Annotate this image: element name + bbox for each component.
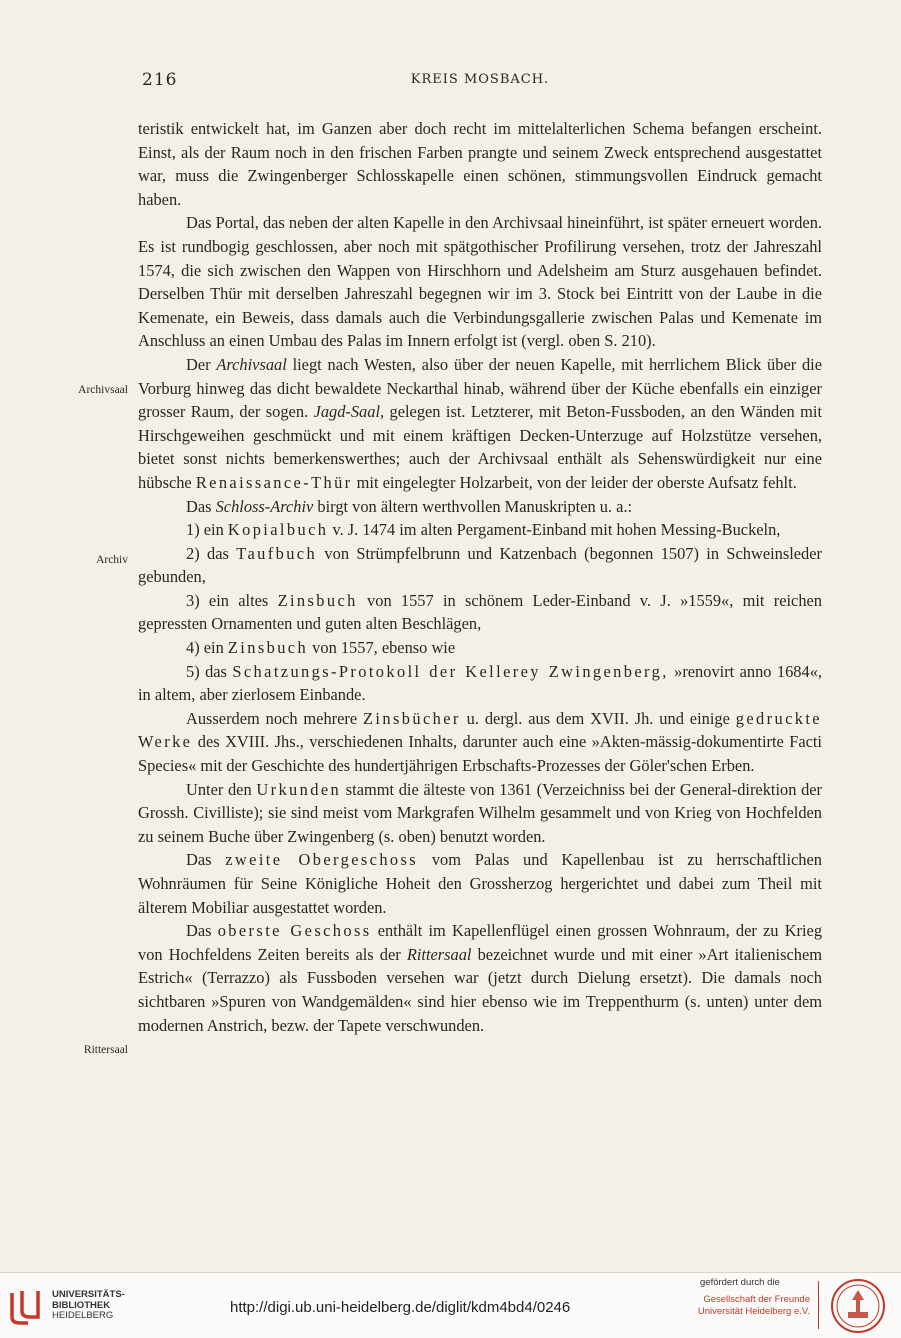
list-item: 3) ein altes Zinsbuch von 1557 in schönem Leder-Einband v. J. »1559«, mit reichen gepressten Ornamenten und guten alten Beschlägen, bbox=[138, 590, 822, 634]
margin-note-archiv: Archiv bbox=[96, 554, 128, 566]
body-text bbox=[138, 117, 822, 1037]
library-name: UNIVERSITÄTS- BIBLIOTHEK HEIDELBERG bbox=[52, 1289, 125, 1321]
paragraph: Das Portal, das neben der alten Kapelle in den Archivsaal hineinführt, ist später erneuert worden. Es ist rundbogig geschlossen, aber noch mit spätgothischer Profilirung versehen, trotz der Jahreszahl 1574, die sich zwischen den Wappen von Hirschhorn und Adelsheim am Sturz ausgehauen befindet. Derselben Thür mit derselben Jahreszahl begegnen wir im 3. Stock bei Eintritt von der Laube in die Kemenate, ein Beweis, dass damals auch die Verbindungsgallerie zwischen Palas und Kemenate im Anschluss an einen Umbau des Palas im Innern erfolgt ist (vergl. oben S. 210). bbox=[138, 213, 822, 351]
society-name: Gesellschaft der Freunde Universität Heidelberg e.V. bbox=[697, 1294, 810, 1317]
paragraph: Unter den Urkunden stammt die älteste von 1361 (Verzeichniss bei der General-direktion der Grossh. Civilliste); sie sind meist vom Markgrafen Wilhelm gesammelt und von Krieg von Hochfelden zu seinem Buche über Zwingenberg (s. oben) benutzt worden. bbox=[138, 779, 823, 846]
footer-bar bbox=[0, 1272, 901, 1338]
list-item: 5) das Schatzungs-Protokoll der Kellerey Zwingenberg, »renovirt anno 1684«, in altem, aber zierlosem Einbande. bbox=[138, 661, 822, 705]
list-item: 4) ein Zinsbuch von 1557, ebenso wie bbox=[186, 638, 456, 658]
running-head: KREIS MOSBACH. bbox=[410, 72, 550, 87]
footer-divider bbox=[818, 1281, 819, 1329]
paragraph: Das zweite Obergeschoss vom Palas und Kapellenbau ist zu herrschaftlichen Wohnräumen für Seine Königliche Hoheit den Grossherzog hergerichtet und dabei zum Theil mit älterem Mobiliar ausgestattet worden. bbox=[138, 850, 822, 917]
margin-note-archivsaal: Archivsaal bbox=[78, 384, 128, 396]
margin-note-rittersaal: Rittersaal bbox=[83, 1044, 128, 1056]
permalink-url[interactable]: http://digi.ub.uni-heidelberg.de/diglit/kdm4bd4/0246 bbox=[230, 1299, 571, 1316]
page-number: 216 bbox=[142, 70, 178, 90]
list-item: 1) ein Kopialbuch v. J. 1474 im alten Pergament-Einband mit hohen Messing-Buckeln, bbox=[186, 520, 781, 540]
library-logo-icon bbox=[8, 1287, 44, 1327]
page-header bbox=[138, 70, 822, 94]
paragraph: teristik entwickelt hat, im Ganzen aber doch recht im mittelalterlichen Schema befangen erscheint. Einst, als der Raum noch in den frischen Farben prangte und seinem Zweck entsprechend ausgestattet war, muss die Zwingenberger Schlosskapelle einen schönen, stimmungsvollen Eindruck gemacht haben. bbox=[138, 119, 822, 209]
paragraph: Der Archivsaal liegt nach Westen, also über der neuen Kapelle, mit herrlichem Blick über die Vorburg hinweg das dicht bewaldete Neckarthal hinab, während über der Küche ebenfalls ein einziger grosser Raum, der sogen. Jagd-Saal, gelegen ist. Letzterer, mit Beton-Fussboden, an den Wänden mit Hirschgeweihen geschmückt und mit einem kräftigen Decken-Unterzuge auf Holzstütze versehen, bietet sonst nichts bemerkenswerthes; auch der Archivsaal enthält als Sehenswürdigkeit nur eine hübsche Renaissance-Thür mit eingelegter Holzarbeit, von der leider der oberste Aufsatz fehlt. bbox=[138, 354, 823, 492]
paragraph: Das oberste Geschoss enthält im Kapellenflügel einen grossen Wohnraum, der zu Krieg von Hochfeldens Zeiten bereits als der Rittersaal bezeichnet wurde und mit einer »Art italienischem Estrich« (Terrazzo) als Fussboden versehen war (jetzt durch Dielung ersetzt). Die damals noch sichtbaren »Spuren von Wandgemälden« sind hier ebenso wie im Treppenthurm (s. unten) unter dem modernen Anstrich, bezw. der Tapete verschwunden. bbox=[138, 921, 823, 1035]
list-item: 2) das Taufbuch von Strümpfelbrunn und Katzenbach (begonnen 1507) in Schweinsleder gebunden, bbox=[138, 543, 822, 587]
funded-by-label: gefördert durch die bbox=[700, 1277, 780, 1288]
university-seal-icon bbox=[830, 1278, 886, 1334]
paragraph: Ausserdem noch mehrere Zinsbücher u. dergl. aus dem XVII. Jh. und einige gedruckte Werke des XVIII. Jhs., verschiedenen Inhalts, darunter auch eine »Akten-mässig-dokumentirte Facti Species« mit der Geschichte des hundertjährigen Erbschafts-Prozesses der Göler'schen Erben. bbox=[138, 708, 822, 776]
paragraph: Das Schloss-Archiv birgt von ältern werthvollen Manuskripten u. a.: bbox=[186, 496, 633, 516]
